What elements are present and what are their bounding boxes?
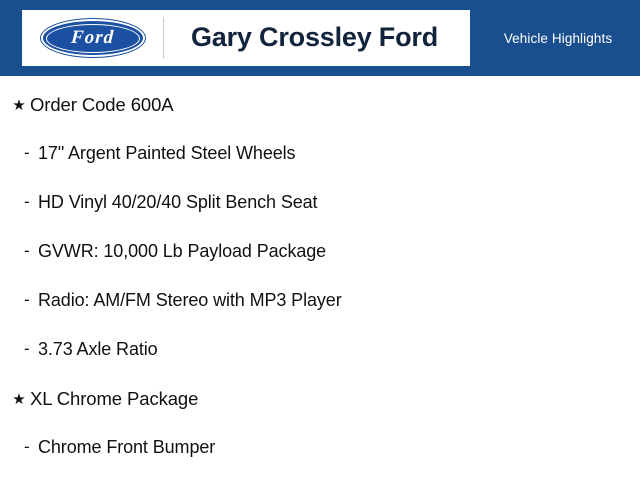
dash-icon: - xyxy=(24,339,30,358)
ford-wordmark: Ford xyxy=(70,26,116,48)
list-item xyxy=(0,241,640,290)
star-icon: ★ xyxy=(12,97,26,114)
dash-icon: - xyxy=(24,143,30,162)
list-item xyxy=(0,388,640,437)
star-icon: ★ xyxy=(12,391,26,408)
list-item xyxy=(0,94,640,143)
ford-oval-inner-ring xyxy=(46,24,140,53)
dealer-name: Gary Crossley Ford xyxy=(191,21,438,52)
ford-logo xyxy=(23,10,163,66)
header-right xyxy=(470,31,640,46)
dash-icon: - xyxy=(24,192,30,211)
list-item-label: Order Code 600A xyxy=(30,94,174,115)
list-item-label: 3.73 Axle Ratio xyxy=(38,339,158,359)
list-item-label: GVWR: 10,000 Lb Payload Package xyxy=(38,241,327,261)
ford-oval-icon xyxy=(41,19,145,57)
section-label: Vehicle Highlights xyxy=(503,30,613,46)
dealer-logo-panel xyxy=(22,10,470,66)
dash-icon: - xyxy=(24,290,30,309)
list-item xyxy=(0,290,640,339)
list-item-label: Chrome Front Bumper xyxy=(38,437,216,457)
list-item-label: Radio: AM/FM Stereo with MP3 Player xyxy=(38,290,342,310)
list-item-label: 17" Argent Painted Steel Wheels xyxy=(38,143,296,163)
list-item xyxy=(0,437,640,480)
list-item-label: HD Vinyl 40/20/40 Split Bench Seat xyxy=(38,192,318,212)
list-item-label: XL Chrome Package xyxy=(30,388,199,409)
dash-icon: - xyxy=(24,437,30,456)
dealer-header xyxy=(0,0,640,76)
list-item xyxy=(0,339,640,388)
list-item xyxy=(0,192,640,241)
highlights-list xyxy=(0,76,640,480)
list-item xyxy=(0,143,640,192)
dash-icon: - xyxy=(24,241,30,260)
